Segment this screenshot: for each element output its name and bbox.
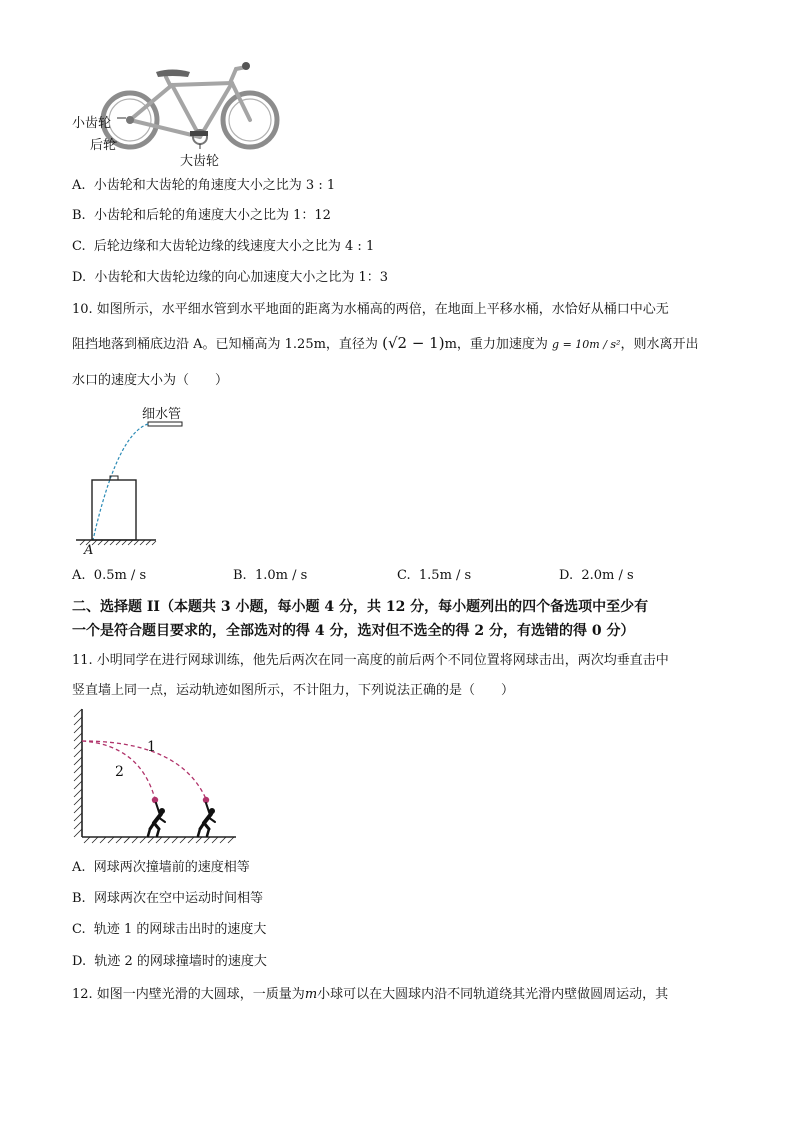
label-big-gear: 大齿轮 [180, 154, 220, 169]
q9-option-c[interactable]: C. 后轮边缘和大齿轮边缘的线速度大小之比为 4 : 1 [72, 239, 375, 254]
handlebar-grip [242, 62, 250, 70]
q11-option-d[interactable]: D. 轨迹 2 的网球撞墙时的速度大 [72, 954, 267, 969]
q10-option-a[interactable]: A. 0.5m / s [72, 568, 147, 583]
tennis-ball-2 [152, 797, 158, 803]
q10-line-2: 阻挡地落到桶底边沿 A。已知桶高为 1.25m，直径为 (√2 − 1)m，重力加速度为 g = 10m / s²，则水离开出 [72, 334, 699, 352]
label-trajectory-2: 2 [115, 764, 124, 780]
q12-line-1: 12. 如图一内壁光滑的大圆球，一质量为m小球可以在大圆球内沿不同轨道绕其光滑内壁做圆周运动，其 [72, 987, 669, 1002]
bike-seat [156, 70, 190, 78]
diameter-expression: (√2 − 1) [382, 334, 445, 352]
player-near [148, 803, 165, 836]
q11-option-a[interactable]: A. 网球两次撞墙前的速度相等 [72, 860, 250, 875]
q11-line-1: 11. 小明同学在进行网球训练，他先后两次在同一高度的前后两个不同位置将网球击出，两次均垂直击中 [72, 653, 669, 668]
label-water-pipe: 细水管 [142, 407, 182, 422]
small-gear [126, 116, 134, 124]
q10-option-d[interactable]: D. 2.0m / s [559, 568, 634, 583]
q11-option-b[interactable]: B. 网球两次在空中运动时间相等 [72, 891, 263, 906]
player-far [198, 803, 215, 836]
water-trajectory [93, 424, 148, 540]
section-2-header-line-1: 二、选择题 II（本题共 3 小题，每小题 4 分，共 12 分，每小题列出的四个备选项中至少有 [72, 599, 649, 615]
q9-option-d[interactable]: D. 小齿轮和大齿轮边缘的向心加速度大小之比为 1：3 [72, 270, 389, 285]
water-pipe [148, 422, 182, 426]
section-2-header-line-2: 一个是符合题目要求的，全部选对的得 4 分，选对但不选全的得 2 分，有选错的得 0 分） [72, 623, 635, 639]
label-point-a: A [84, 543, 94, 558]
tennis-wall-figure [70, 705, 240, 850]
bucket [92, 480, 136, 540]
label-trajectory-1: 1 [147, 739, 156, 755]
label-rear-wheel: 后轮 [90, 138, 117, 153]
q9-option-b[interactable]: B. 小齿轮和后轮的角速度大小之比为 1：12 [72, 208, 331, 223]
q10-line-1: 10. 如图所示，水平细水管到水平地面的距离为水桶高的两倍，在地面上平移水桶，水恰好从桶口中心无 [72, 302, 669, 317]
q10-option-c[interactable]: C. 1.5m / s [397, 568, 472, 583]
q11-option-c[interactable]: C. 轨迹 1 的网球击出时的速度大 [72, 922, 267, 937]
q9-option-a[interactable]: A. 小齿轮和大齿轮的角速度大小之比为 3 : 1 [72, 178, 336, 193]
q11-line-2: 竖直墙上同一点，运动轨迹如图所示，不计阻力，下列说法正确的是（ ） [72, 683, 515, 698]
label-small-gear: 小齿轮 [72, 116, 112, 131]
q10-option-b[interactable]: B. 1.0m / s [233, 568, 308, 583]
q10-line-3: 水口的速度大小为（ ） [72, 373, 229, 388]
trajectory-1 [82, 741, 206, 799]
pedal [190, 131, 208, 136]
water-bucket-figure [72, 400, 202, 560]
